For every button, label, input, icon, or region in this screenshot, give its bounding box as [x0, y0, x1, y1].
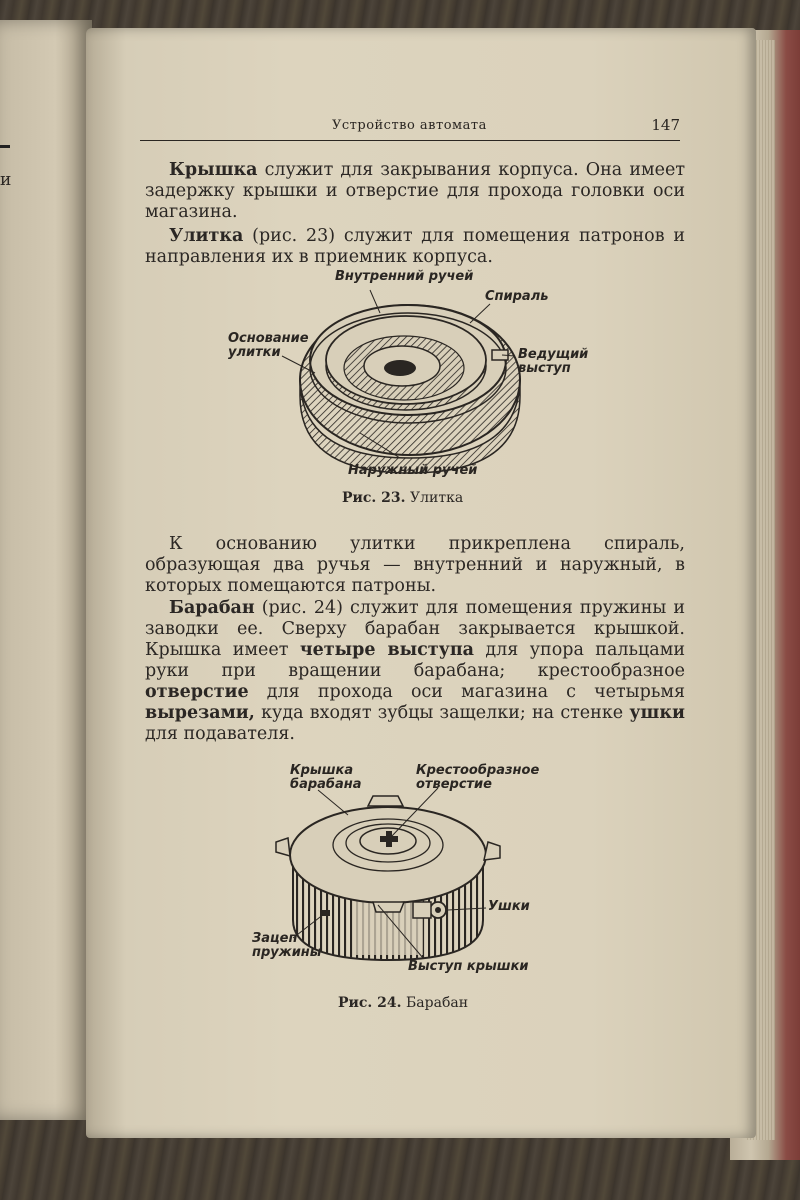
figure-23-caption-text: Улитка — [410, 490, 464, 506]
paragraph-cover-text: служит для закрывания корпуса. Она имеет задержку крышки и отверстие для прохода головки оси магазина. — [145, 160, 685, 222]
label-ears: Ушки — [488, 899, 530, 914]
label-drum-cover — [290, 764, 362, 792]
label-spring-hook-line2: пружины — [252, 945, 322, 960]
page-number: 147 — [651, 116, 680, 134]
paragraph-drum-text-2: для упора пальцами руки при вращении барабана; крестообразное — [145, 640, 685, 681]
paragraph-drum-text-5: для подавателя. — [145, 724, 295, 744]
term-four-lugs: четыре выступа — [299, 640, 474, 660]
label-cross-hole — [416, 764, 539, 792]
label-cross-hole-line1: Крестообразное — [416, 763, 540, 778]
paragraph-cover — [145, 160, 685, 223]
left-page-rule — [0, 145, 10, 148]
label-drum-cover-line2: барабана — [290, 777, 362, 792]
paragraph-drum — [145, 598, 685, 745]
label-base — [228, 332, 309, 360]
running-head-title: Устройство автомата — [332, 118, 487, 133]
label-lug-line2: выступ — [518, 361, 571, 376]
figure-24-caption-text: Барабан — [406, 995, 469, 1011]
paragraph-drum-text-4: куда входят зубцы защелки; на стенке — [254, 703, 630, 723]
label-leading-lug — [518, 348, 588, 376]
label-base-line1: Основание — [228, 331, 309, 346]
figure-23 — [220, 268, 600, 483]
term-cover: Крышка — [169, 160, 258, 180]
label-spiral: Спираль — [485, 289, 549, 304]
label-outer-groove: Наружный ручей — [348, 463, 478, 478]
figure-24 — [248, 760, 578, 980]
left-page — [0, 20, 92, 1120]
paragraph-drum-text-3: для прохода оси магазина с четырьмя — [248, 682, 685, 702]
left-page-fragment: и — [0, 170, 12, 190]
figure-23-caption-prefix: Рис. 23. — [342, 490, 406, 506]
term-drum: Барабан — [169, 598, 255, 618]
label-inner-groove: Внутренний ручей — [335, 269, 474, 284]
label-cross-hole-line2: отверстие — [416, 777, 492, 792]
figure-24-caption-prefix: Рис. 24. — [338, 995, 402, 1011]
label-drum-cover-line1: Крышка — [290, 763, 354, 778]
term-hole: отверстие — [145, 682, 249, 702]
label-spring-hook-line1: Зацеп — [252, 931, 298, 946]
paragraph-spiral: К основанию улитки прикреплена спираль, образующая два ручья — внутренний и наружный, в которых помещаются патроны. — [145, 534, 685, 596]
label-spring-hook — [252, 932, 322, 960]
running-head — [140, 116, 680, 141]
term-cutouts: вырезами, — [145, 703, 255, 723]
paragraph-snail-text: (рис. 23) служит для помещения патронов и направления их в приемник корпуса. — [145, 226, 685, 267]
paragraph-snail — [145, 226, 685, 268]
label-cover-lug: Выступ крышки — [408, 959, 529, 974]
figure-24-caption — [338, 995, 468, 1011]
term-snail: Улитка — [169, 226, 244, 246]
paragraph-drum-text-1: (рис. 24) служит для помещения пружины и заводки ее. Сверху барабан закрывается крышкой. Крышка имеет — [145, 598, 685, 660]
figure-23-caption — [342, 490, 463, 506]
term-ears: ушки — [629, 703, 685, 723]
label-base-line2: улитки — [228, 345, 281, 360]
label-lug-line1: Ведущий — [518, 347, 589, 362]
